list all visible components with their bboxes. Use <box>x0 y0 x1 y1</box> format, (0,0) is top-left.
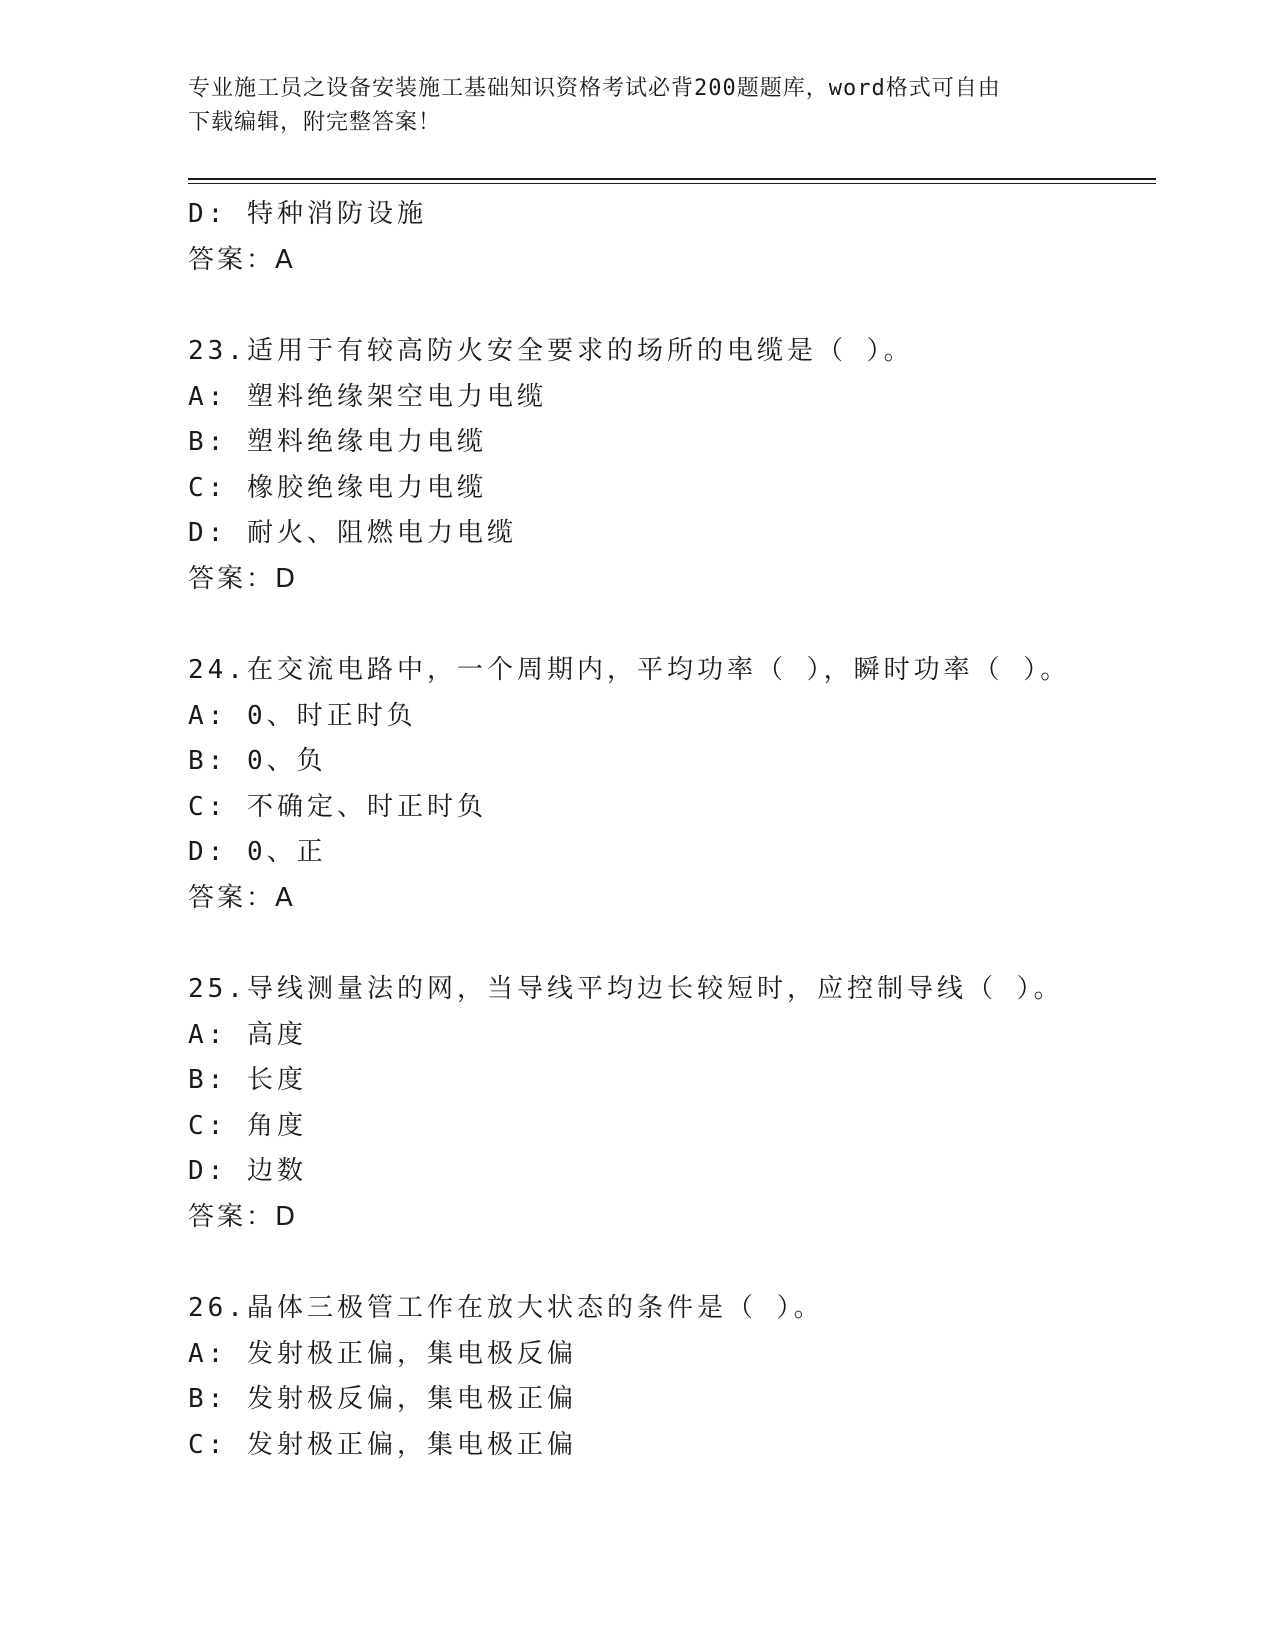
option-d: D: 0、正 <box>188 837 327 867</box>
header-divider <box>188 178 1156 184</box>
spacer <box>188 1240 1156 1286</box>
spacer <box>188 602 1156 648</box>
question-stem: 23.适用于有较高防火安全要求的场所的电缆是（ ）。 <box>188 336 914 366</box>
option-d: D: 特种消防设施 <box>188 199 427 229</box>
question-list <box>188 192 1156 1468</box>
question-stem: 25.导线测量法的网，当导线平均边长较短时，应控制导线（ ）。 <box>188 974 1064 1004</box>
option-c: C: 橡胶绝缘电力电缆 <box>188 472 487 503</box>
header-line-2: 下载编辑，附完整答案！ <box>188 110 442 135</box>
option-d: D: 耐火、阻燃电力电缆 <box>188 518 517 548</box>
answer-line: 答案：D <box>188 563 299 594</box>
option-b: B: 塑料绝缘电力电缆 <box>188 427 487 457</box>
question-23 <box>188 329 1156 602</box>
document-header <box>188 72 1088 140</box>
question-25 <box>188 967 1156 1240</box>
question-26 <box>188 1286 1156 1468</box>
spacer <box>188 283 1156 329</box>
option-c: C: 不确定、时正时负 <box>188 791 487 822</box>
question-stem: 26.晶体三极管工作在放大状态的条件是（ ）。 <box>188 1293 824 1323</box>
option-a: A: 塑料绝缘架空电力电缆 <box>188 381 547 412</box>
question-fragment-22 <box>188 192 1156 283</box>
header-line-1: 专业施工员之设备安装施工基础知识资格考试必背200题题库，word格式可自由 <box>188 76 1001 101</box>
answer-line: 答案：A <box>188 882 296 913</box>
option-b: B: 长度 <box>188 1065 307 1095</box>
question-stem: 24.在交流电路中，一个周期内，平均功率（ ），瞬时功率（ ）。 <box>188 655 1071 685</box>
option-a: A: 高度 <box>188 1019 307 1050</box>
option-b: B: 0、负 <box>188 746 327 776</box>
spacer <box>188 921 1156 967</box>
option-d: D: 边数 <box>188 1156 307 1186</box>
option-a: A: 0、时正时负 <box>188 700 417 731</box>
option-a: A: 发射极正偏，集电极反偏 <box>188 1338 577 1369</box>
answer-line: 答案：D <box>188 1201 299 1232</box>
question-24 <box>188 648 1156 921</box>
option-c: C: 角度 <box>188 1110 307 1141</box>
option-b: B: 发射极反偏，集电极正偏 <box>188 1384 577 1414</box>
answer-line: 答案：A <box>188 244 296 275</box>
option-c: C: 发射极正偏，集电极正偏 <box>188 1429 577 1460</box>
